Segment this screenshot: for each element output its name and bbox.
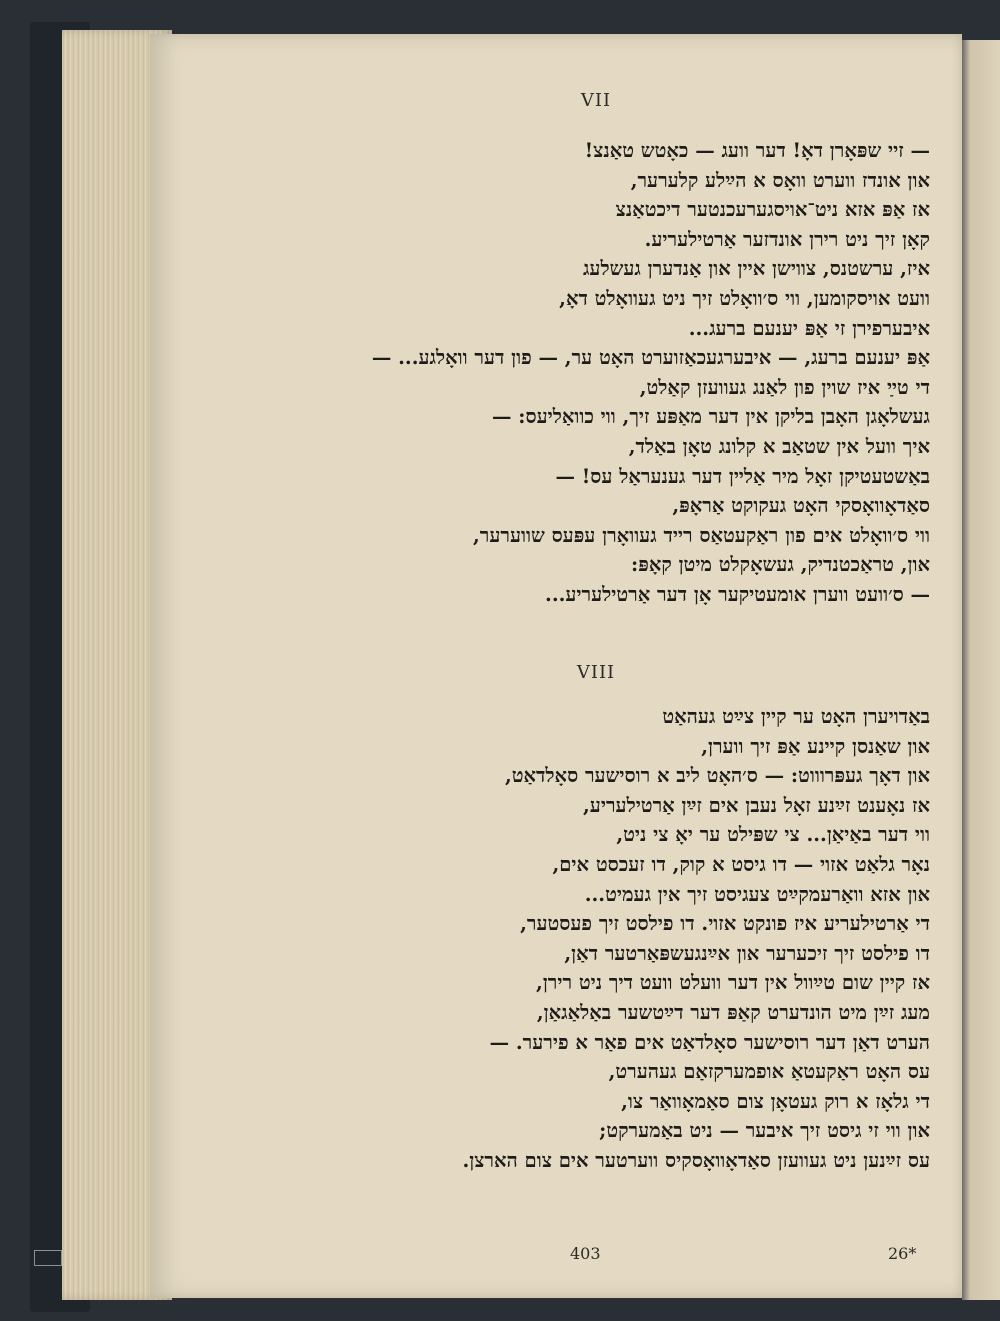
page-number: 403 bbox=[570, 1244, 601, 1263]
text-line: סאַדאָוואָסקי האָט געקוקט אַראָפּ, bbox=[672, 494, 930, 518]
text-line: איבערפירן זי אַפּ יענעם ברעג... bbox=[688, 316, 930, 340]
text-line: דו פילסט זיך זיכערער און אײַנגעשפּאַרטער דאַן, bbox=[564, 941, 930, 965]
signature-mark: 26* bbox=[888, 1244, 917, 1263]
section-vii-text bbox=[240, 136, 930, 610]
section-viii-text bbox=[240, 702, 930, 1176]
text-line: געשלאָגן האָבן בליקן אין דער מאַפּע זיך, ווי כוואַליעס: — bbox=[492, 405, 930, 429]
text-line: — זיי שפּאָרן דאָ! דער וועג — כאָטש טאַנצ! bbox=[584, 139, 930, 162]
text-line: ווי ס׳וואָלט אים פון ראַקעטאַס רייד געוואָרן עפּעס שווערער, bbox=[472, 523, 930, 547]
book-page bbox=[150, 34, 962, 1298]
text-line: אז קיין שום טײַוול אין דער וועלט וועט דיך ניט רירן, bbox=[536, 971, 930, 995]
text-line: אז נאָענט זײַנע זאָל נעבן אים זײַן אַרטילעריע, bbox=[583, 793, 930, 817]
scale-marker bbox=[34, 1250, 62, 1266]
text-line: איז, ערשטנס, צווישן איין און אַנדערן געשלעג bbox=[583, 257, 930, 281]
text-line: עס האָט ראַקעטאַ אופמערקזאַם געהערט, bbox=[608, 1060, 930, 1084]
text-line: — ס׳וועט ווערן אומעטיקער אָן דער אַרטילעריע... bbox=[545, 582, 930, 606]
text-line: און שאַנסן קיינע אַפּ זיך ווערן, bbox=[701, 734, 930, 758]
text-line: נאָר גלאַט אזוי — דו גיסט א קוק, דו זעכסט אים, bbox=[552, 852, 930, 876]
next-page-edge bbox=[962, 40, 1000, 1300]
text-line: עס זײַנען ניט געוועזן סאַדאָוואָסקיס ווערטער אים צום הארצן. bbox=[462, 1148, 930, 1172]
text-line: ווי דער באַיאַן... צי שפּילט ער יאָ צי ניט, bbox=[616, 823, 930, 847]
text-line: אז אַפּ אזא ניט־אויסגערעכנטער דיכטאַנצ bbox=[615, 198, 930, 222]
text-line: באַדויערן האָט ער קיין צײַט געהאַט bbox=[662, 705, 930, 728]
text-line: די גלאָז א רוק געטאָן צום סאַמאָוואַר צו, bbox=[621, 1089, 930, 1113]
text-line: הערט דאַן דער רוסישער סאָלדאַט אים פאַר א פירער. — bbox=[489, 1030, 930, 1054]
text-line: די טײַ איז שוין פון לאַנג געוועזן קאַלט, bbox=[639, 375, 930, 399]
text-line: אַפּ יענעם ברעג, — איבערגעכאַזוערט האָט ער, — פון דער וואָלגע... — bbox=[371, 346, 930, 370]
text-line: און אונדז ווערט וואָס א הײַלע קלערער, bbox=[630, 168, 930, 192]
text-line: און, טראַכטנדיק, געשאָקלט מיטן קאָפּ: bbox=[631, 553, 930, 577]
text-line: און ווי זי גיסט זיך איבער — ניט באַמערקט; bbox=[599, 1119, 930, 1143]
text-line: די אַרטילעריע איז פונקט אזוי. דו פילסט זיך פעסטער, bbox=[520, 912, 930, 936]
text-line: און אזא וואַרעמקײַט צעגיסט זיך אין געמיט... bbox=[584, 882, 930, 906]
text-line: איך וועל אין שטאַב א קלונג טאָן באַלד, bbox=[628, 434, 930, 458]
text-line: מעג זײַן מיט הונדערט קאַפּ דער דײַטשער באַלאַגאַן, bbox=[536, 1000, 930, 1024]
text-line: וועט אויסקומען, ווי ס׳וואָלט זיך ניט געוואָלט דאָ, bbox=[559, 286, 930, 310]
section-heading-viii: VIII bbox=[576, 662, 616, 683]
text-line: באַשטעטיקן זאָל מיר אַלײן דער גענעראַל עס! — bbox=[555, 464, 930, 488]
text-line: און דאָך געפּרוווט: — ס׳האָט ליב א רוסישער סאָלדאַט, bbox=[504, 764, 930, 788]
section-heading-vii: VII bbox=[580, 90, 612, 111]
text-line: קאָן זיך ניט רירן אונדזער אַרטילעריע. bbox=[644, 227, 930, 251]
